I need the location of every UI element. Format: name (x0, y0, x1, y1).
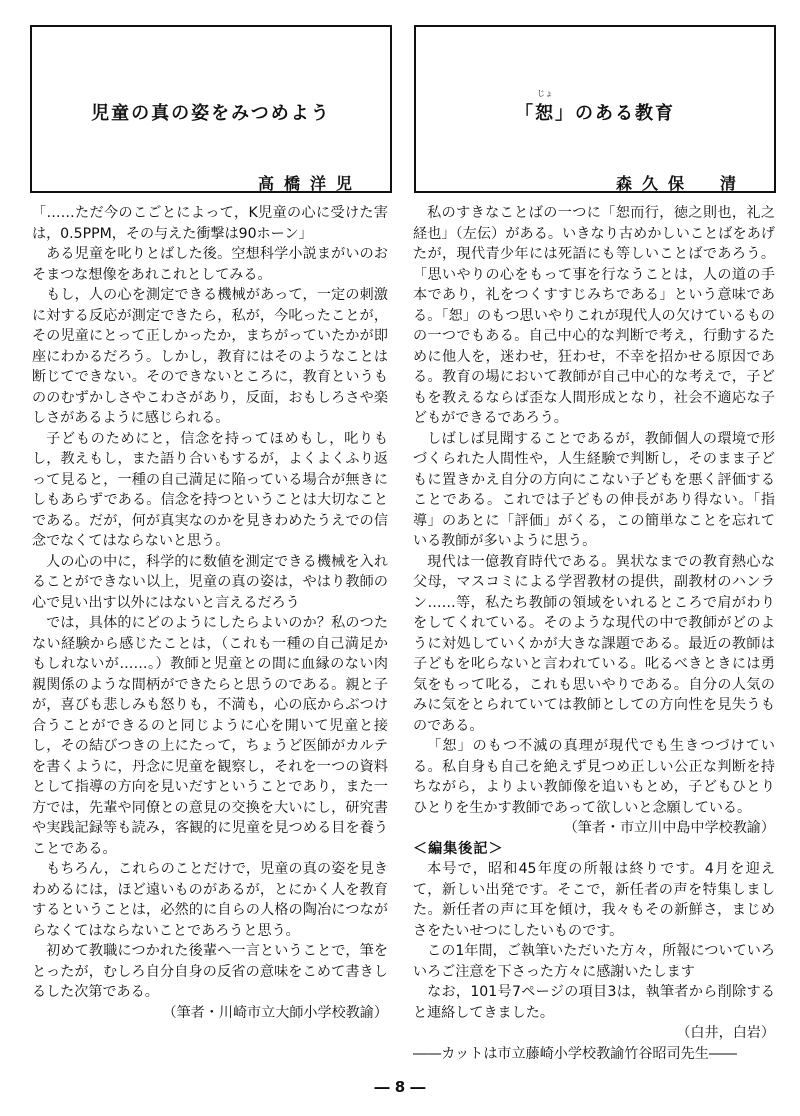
paragraph: 子どものためにと，信念を持ってほめもし，叱りもし，教えもし，また語り合いもするが，よくよくふり返って見ると，一種の自己満足に陥っている場合が無きにしもあらずである。信念を持つということは大切なことである。だが，何が真実なのかを見きわめたうえでの信念でなくてはならないと思う。 (32, 430, 388, 549)
left-article-body (32, 203, 388, 1023)
editor-notes-heading: ＜編集後記＞ (413, 840, 504, 857)
right-title-ruby: じょ (537, 89, 553, 98)
right-title-kanji: 恕 (535, 103, 555, 124)
cut-credit: ――カットは市立藤崎小学校教諭竹谷昭司先生―― (413, 1045, 738, 1062)
paragraph: 現代は一億教育時代である。異状なまでの教育熱心な父母，マスコミによる学習教材の提供，副教材のハンラン……等，私たち教師の領域をいれるところで肩がわりをしてくれている。そのような現代の中で教師がどのように対処していくかが大きな課題である。最近の教師は子どもを叱らないと言われている。叱るべきときには勇気をもって叱る，これも思いやりである。自分の人気のみに気をとられていては教師としての方向性を見失うものである。 (413, 553, 775, 734)
paragraph: では，具体的にどのようにしたらよいのか？私のつたない経験から感じたことは，（これも一種の自己満足かもしれないが……。）教師と児童との間に血縁のない肉親関係のような間柄ができたらと思うのである。親と子が，喜びも悲しみも怒りも，不満も，心の底からぶつけ合うことができるのと同じように心を開いて児童と接し，その結びつきの上にたって，ちょうど医師がカルテを書くように，丹念に児童を観察し，それを一つの資料として指導の方向を見いだすということであり，また一方では，先輩や同僚との意見の交換を大いにし，研究書や実践記録等も読み，客観的に児童を見つめる目を養うことである。 (32, 615, 388, 857)
editor-note-paragraph: なお，101号7ページの項目3は，執筆者から削除すると連絡してきました。 (413, 984, 775, 1021)
paragraph: もし，人の心を測定できる機械があって，一定の刺激に対する反応が測定できたら，私が，今叱ったことが，その児童にとって正しかったか，まちがっていたかが即座にわかるだろう。しかし，教育にはそのようなことは断じてできない。そのできないところに，教育というもののむずかしさやこわさがあり，反面，おもしろさや楽しさがあるように感じられる。 (32, 287, 388, 426)
paragraph: 私のすきなことばの一つに「恕而行，徳之則也，礼之経也」（左伝）がある。いきなり古めかしいことばをあげたが，現代青少年には死語にも等しいことばであろう。「思いやりの心をもって事を行なうことは，人の道の手本であり，礼をつくすすじみちである」という意味である。「恕」のもつ思いやりこれが現代人の欠けているものの一つでもある。自己中心的な判断で考え，行動するために他人を，迷わせ，狂わせ，不幸を招かせる原因である。教育の場において教師が自己中心的な考えで，子どもを教えるならば歪な人間形成となり，社会不適応な子どもができるであろう。 (413, 205, 775, 426)
right-title-rest: 」のある教育 (555, 103, 675, 124)
paragraph: もちろん，これらのことだけで，児童の真の姿を見きわめるには，ほど遠いものがあるが，とにかく人を教育するということは，必然的に自らの人格の陶冶につながらなくてはならないことであろうと思う。 (32, 861, 388, 939)
editor-note-paragraph: 本号で，昭和45年度の所報は終りです。4月を迎えて，新しい出発です。そこで，新任者の声を特集しました。新任者の声に耳を傾け，我々もその新鮮さ，まじめさをたいせつにしたいものです。 (413, 861, 775, 939)
left-article-title: 児童の真の姿をみつめよう (91, 103, 331, 124)
paragraph: 人の心の中に，科学的に数値を測定できる機械を入れることができない以上，児童の真の姿は，やはり教師の心で見い出す以外にはないと言えるだろう (32, 553, 388, 611)
right-title-open-bracket: 「 (515, 103, 535, 124)
right-title-box (414, 25, 776, 193)
paragraph: しばしば見聞することであるが，教師個人の環境で形づくられた人間性や，人生経験で判断し，そのまま子どもに置きかえ自分の方向にこない子どもを悪く評価することである。これでは子どもの伸長があり得ない。「指導」のあとに「評価」がくる，この簡単なことを忘れている教師が多いように思う。 (413, 430, 775, 549)
left-title-box (30, 25, 392, 193)
paragraph: ある児童を叱りとばした後。空想科学小説まがいのおそまつな想像をあれこれとしてみる。 (32, 246, 388, 283)
editor-notes-signature: （白井，白岩） (676, 1025, 775, 1041)
right-title-kanji-with-ruby (535, 89, 555, 125)
left-article-author: 高橋洋児 (257, 174, 362, 193)
right-article-signature: （筆者・市立川中島中学校教諭） (563, 820, 775, 836)
page-number: ― 8 ― (374, 1078, 426, 1096)
left-article-signature: （筆者・川崎市立大師小学校教諭） (162, 1004, 388, 1021)
paragraph: 「……ただ今のこごとによって，K児童の心に受けた害は，0.5PPM，その与えた衝撃は90ホーン」 (32, 205, 388, 242)
paragraph: 初めて教職につかれた後輩へ一言ということで，筆をとったが，むしろ自分自身の反省の意味をこめて書きしるした次第である。 (32, 943, 388, 1000)
right-article-author: 森久保 清 (615, 174, 746, 193)
right-article-title (416, 89, 774, 125)
editor-note-paragraph: この1年間，ご執筆いただいた方々，所報についていろいろご注意を下さった方々に感謝いたします (413, 943, 775, 980)
paragraph: 「恕」のもつ不滅の真理が現代でも生きつづけている。私自身も自己を絶えず見つめ正しい公正な判断を持ちながら，よりよい教師像を追いもとめ，子どもひとりひとりを生かす教師であって欲しいと念願している。 (413, 738, 775, 816)
right-article-body (413, 203, 775, 1064)
